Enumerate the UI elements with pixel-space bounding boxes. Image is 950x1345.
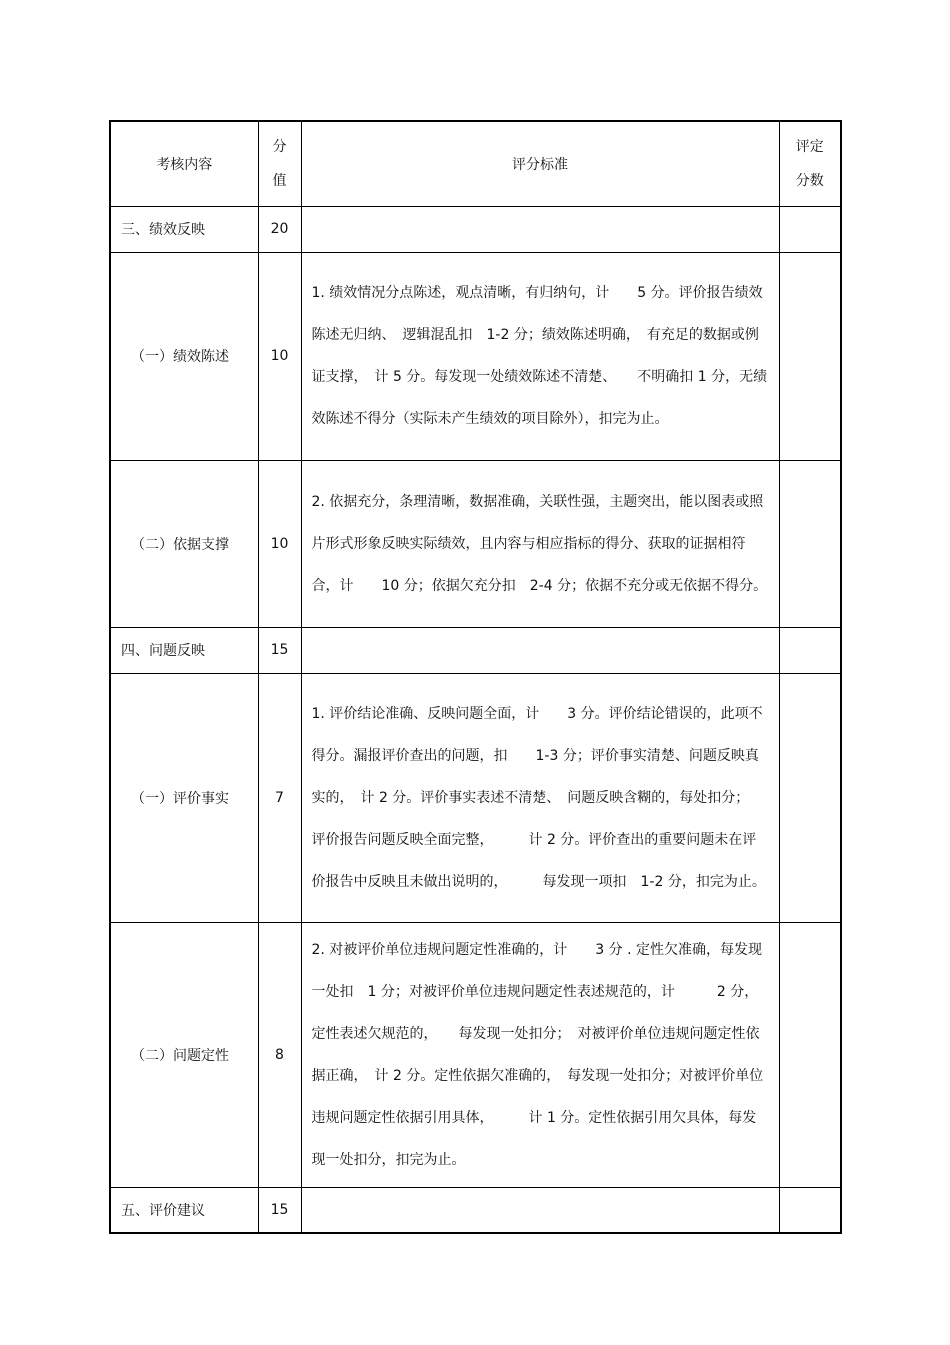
table-row [110,1187,841,1233]
evaluation-table [109,120,842,1234]
row-result-cell [779,206,841,252]
table-header-row [110,121,841,206]
header-score: 分 值 [258,121,301,206]
row-result-cell [779,252,841,460]
header-result: 评定 分数 [779,121,841,206]
row-score: 15 [258,1187,301,1233]
row-result-cell [779,627,841,673]
header-criteria: 评分标准 [301,121,779,206]
row-result-cell [779,1187,841,1233]
row-item: （一）绩效陈述 [110,252,258,460]
row-result-cell [779,922,841,1187]
row-criteria: 1. 评价结论准确、反映问题全面，计 3 分。评价结论错误的，此项不得分。漏报评价查出的问题，扣 1-3 分；评价事实清楚、问题反映真实的， 计 2 分。评价事实表述不清楚、 问题反映含糊的，每处扣分； 评价报告问题反映全面完整， 计 2 分。评价查出的重要问题未在评价报告中反映且未做出说明的， 每发现一项扣 1-2 分，扣完为止。 [301,673,779,922]
row-score: 7 [258,673,301,922]
row-item: 三、绩效反映 [110,206,258,252]
row-item: （一）评价事实 [110,673,258,922]
row-score: 10 [258,252,301,460]
row-result-cell [779,673,841,922]
table-row [110,627,841,673]
row-score: 20 [258,206,301,252]
row-score: 10 [258,460,301,627]
table-row [110,673,841,922]
row-criteria [301,627,779,673]
row-item: （二）问题定性 [110,922,258,1187]
row-score: 8 [258,922,301,1187]
row-criteria: 1. 绩效情况分点陈述，观点清晰，有归纳句，计 5 分。评价报告绩效陈述无归纳、 逻辑混乱扣 1-2 分；绩效陈述明确， 有充足的数据或例证支撑， 计 5 分。每发现一处绩效陈述不清楚、 不明确扣 1 分，无绩效陈述不得分（实际未产生绩效的项目除外），扣完为止。 [301,252,779,460]
row-criteria [301,1187,779,1233]
header-item: 考核内容 [110,121,258,206]
table-row [110,460,841,627]
row-criteria: 2. 依据充分，条理清晰，数据准确，关联性强，主题突出，能以图表或照片形式形象反映实际绩效，且内容与相应指标的得分、获取的证据相符合，计 10 分；依据欠充分扣 2-4 分；依据不充分或无依据不得分。 [301,460,779,627]
row-score: 15 [258,627,301,673]
table-row [110,922,841,1187]
row-criteria: 2. 对被评价单位违规问题定性准确的，计 3 分 . 定性欠准确，每发现一处扣 1 分；对被评价单位违规问题定性表述规范的，计 2 分，定性表述欠规范的， 每发现一处扣分； 对被评价单位违规问题定性依据正确， 计 2 分。定性依据欠准确的， 每发现一处扣分；对被评价单位违规问题定性依据引用具体， 计 1 分。定性依据引用欠具体，每发现一处扣分，扣完为止。 [301,922,779,1187]
row-item: （二）依据支撑 [110,460,258,627]
table-row [110,252,841,460]
row-result-cell [779,460,841,627]
row-criteria [301,206,779,252]
row-item: 五、评价建议 [110,1187,258,1233]
row-item: 四、问题反映 [110,627,258,673]
table-row [110,206,841,252]
